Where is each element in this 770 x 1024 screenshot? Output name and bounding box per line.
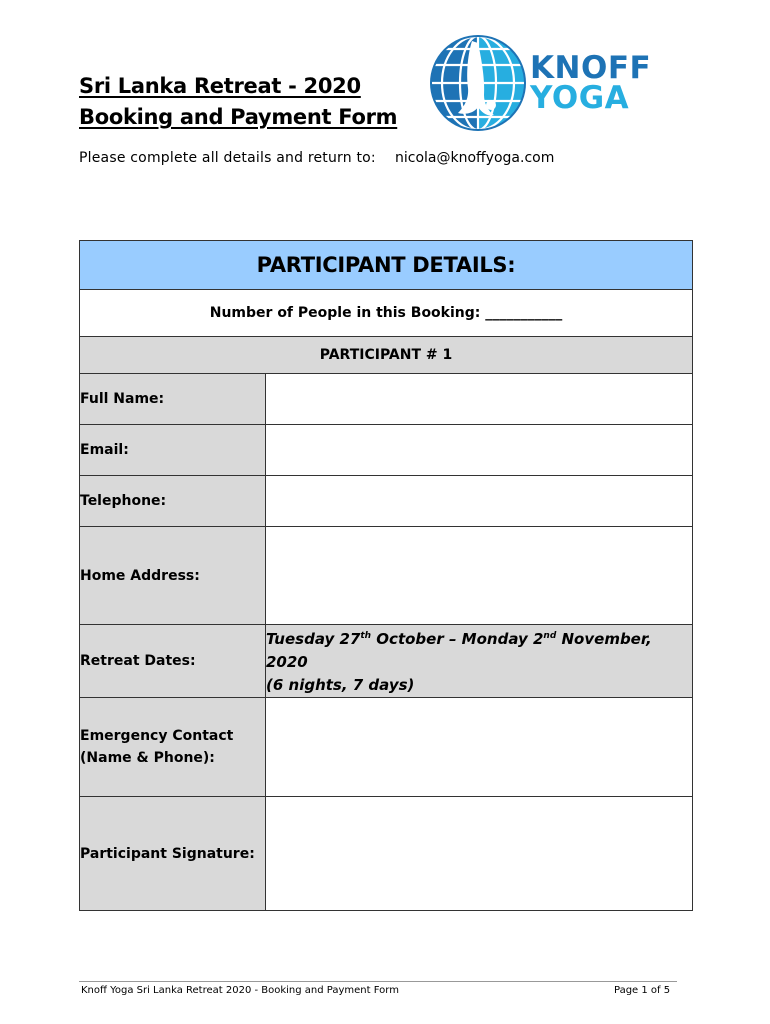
footer-divider xyxy=(79,981,677,982)
footer-page-number: Page 1 of 5 xyxy=(614,985,671,996)
retreat-dates-line-1: Tuesday 27th October – Monday 2nd November, 2020 xyxy=(266,630,652,671)
full-name-input[interactable] xyxy=(266,374,693,425)
booking-count-field[interactable]: Number of People in this Booking: ___________ xyxy=(80,290,693,337)
logo-word-yoga: YOGA xyxy=(530,80,630,116)
section-title: PARTICIPANT DETAILS: xyxy=(80,241,693,290)
emergency-contact-input[interactable] xyxy=(266,698,693,797)
telephone-label: Telephone: xyxy=(80,476,266,527)
participant-details-table xyxy=(79,240,693,911)
footer-document-name: Knoff Yoga Sri Lanka Retreat 2020 - Booking and Payment Form xyxy=(81,985,399,996)
document-title xyxy=(79,71,397,133)
retreat-dates-label: Retreat Dates: xyxy=(80,625,266,698)
email-label: Email: xyxy=(80,425,266,476)
full-name-label: Full Name: xyxy=(80,374,266,425)
telephone-input[interactable] xyxy=(266,476,693,527)
title-line-2: Booking and Payment Form xyxy=(79,105,398,129)
emergency-contact-label: Emergency Contact (Name & Phone): xyxy=(80,698,266,797)
return-instructions: Please complete all details and return to: xyxy=(79,150,376,166)
participant-signature-input[interactable] xyxy=(266,797,693,911)
return-email: nicola@knoffyoga.com xyxy=(395,150,555,166)
title-line-1: Sri Lanka Retreat - 2020 xyxy=(79,74,361,98)
home-address-label: Home Address: xyxy=(80,527,266,625)
participant-heading: PARTICIPANT # 1 xyxy=(80,337,693,374)
email-input[interactable] xyxy=(266,425,693,476)
home-address-input[interactable] xyxy=(266,527,693,625)
participant-signature-label: Participant Signature: xyxy=(80,797,266,911)
logo-word-knoff: KNOFF xyxy=(530,50,652,86)
retreat-dates-value xyxy=(266,625,693,698)
retreat-dates-line-2: (6 nights, 7 days) xyxy=(266,676,415,694)
globe-icon xyxy=(428,33,528,133)
